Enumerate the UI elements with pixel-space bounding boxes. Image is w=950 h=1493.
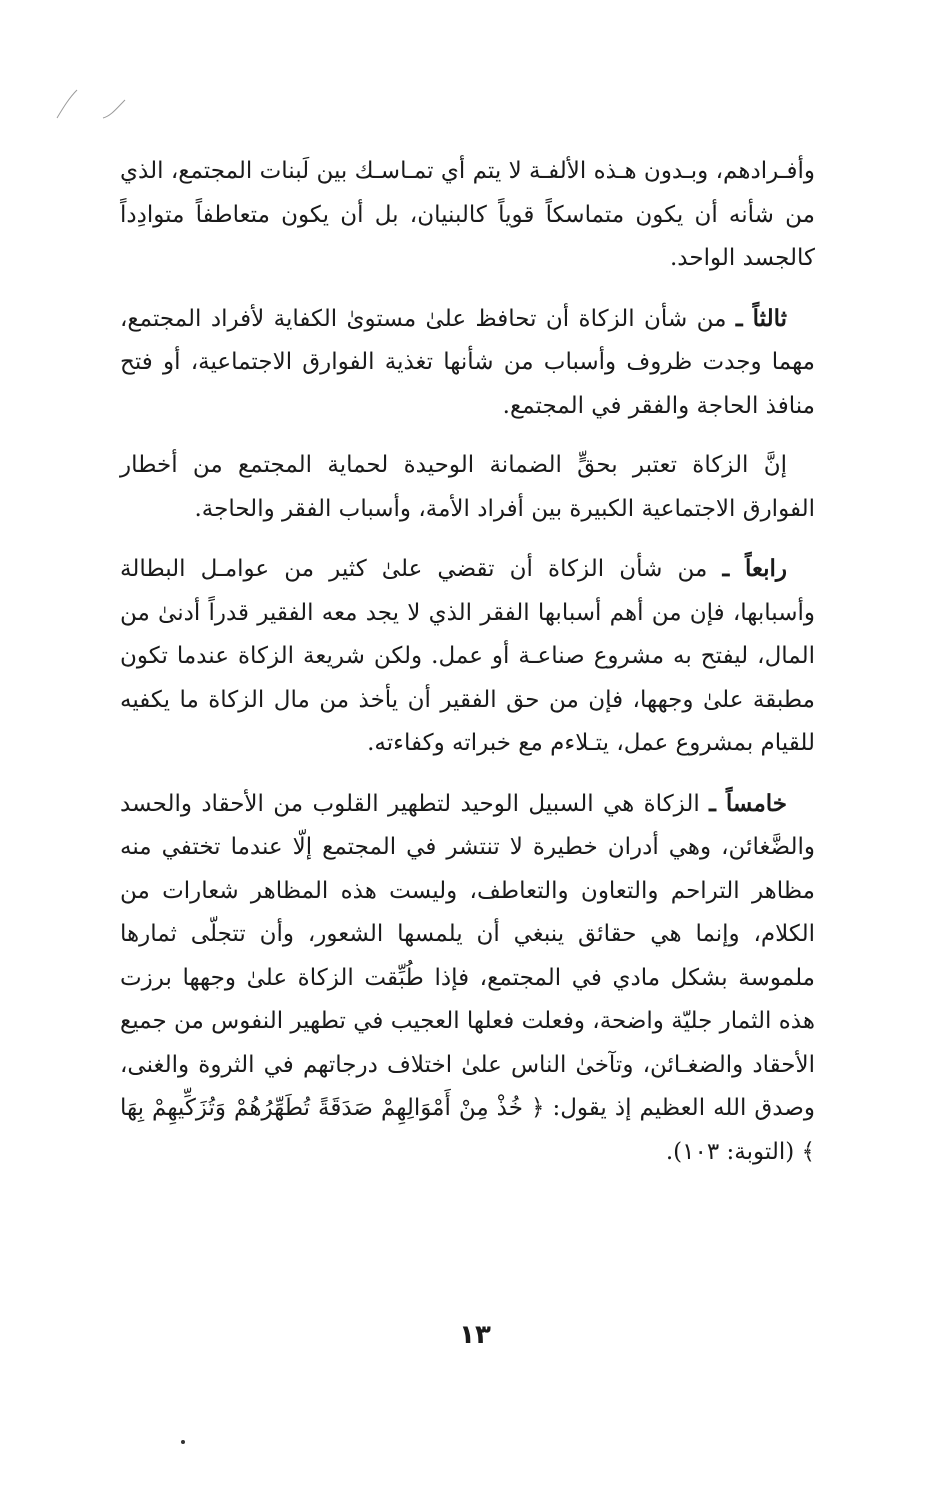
paragraph-5 <box>120 782 815 1175</box>
paragraph-lead: رابعاً ـ <box>722 555 787 582</box>
paragraph-text: الزكاة هي السبيل الوحيد لتطهير القلوب من الأحقاد والحسد والضَّغائن، وهي أدران خطيرة لا تنتشر في المجتمع إلّا عندما تختفي منه مظاهر التراحم والتعاون والتعاطف، وليست هذه المظاهر شعارات من الكلام، وإنما هي حقائق ينبغي أن يلمسها الشعور، وأن تتجلّى ثمارها ملموسة بشكل مادي في المجتمع، فإذا طُبِّقت الزكاة علىٰ وجهها برزت هذه الثمار جليّة واضحة، وفعلت فعلها العجيب في تطهير النفوس من جميع الأحقاد والضغـائن، وتآخىٰ الناس علىٰ اختلاف درجاتهم في الثروة والغنى، وصدق الله العظيم إذ يقول: ﴿ خُذْ مِنْ أَمْوَالِهِمْ صَدَقَةً تُطَهِّرُهُمْ وَتُزَكِّيهِمْ بِهَا ﴾ (التوبة: ١٠٣). <box>120 790 815 1165</box>
paragraph-4 <box>120 547 815 766</box>
paragraph-text: وأفـرادهم، وبـدون هـذه الألفـة لا يتم أي تمـاسـك بين لَبنات المجتمع، الذي من شأنه أن يكون متماسكاً قوياً كالبنيان، بل أن يكون متعاطفاً متوادِداً كالجسد الواحد. <box>120 158 815 271</box>
page-body <box>120 150 815 1174</box>
paragraph-1 <box>120 150 815 281</box>
paragraph-lead: ثالثاً ـ <box>735 304 787 332</box>
scan-mark-icon <box>55 78 135 123</box>
paragraph-2 <box>120 297 815 429</box>
scan-dot-icon <box>181 1440 185 1444</box>
paragraph-3 <box>120 444 815 531</box>
page-number: ١٣ <box>459 1320 491 1350</box>
paragraph-text: إنَّ الزكاة تعتبر بحقٍّ الضمانة الوحيدة لحماية المجتمع من أخطار الفوارق الاجتماعية الكبيرة بين أفراد الأمة، وأسباب الفقر والحاجة. <box>120 452 815 522</box>
paragraph-text: من شأن الزكاة أن تقضي علىٰ كثير من عوامـل البطالة وأسبابها، فإن من أهم أسبابها الفقر الذي لا يجد معه الفقير قدراً أدنىٰ من المال، ليفتح به مشروع صناعـة أو عمل. ولكن شريعة الزكاة عندما تكون مطبقة علىٰ وجهها، فإن من حق الفقير أن يأخذ من مال الزكاة ما يكفيه للقيام بمشروع عمل، يتـلاءم مع خبراته وكفاءته. <box>120 556 815 756</box>
paragraph-lead: خامساً ـ <box>709 789 787 817</box>
paragraph-text: من شأن الزكاة أن تحافظ علىٰ مستوىٰ الكفاية لأفراد المجتمع، مهما وجدت ظروف وأسباب من شأنها تغذية الفوارق الاجتماعية، أو فتح منافذ الحاجة والفقر في المجتمع. <box>120 305 815 419</box>
